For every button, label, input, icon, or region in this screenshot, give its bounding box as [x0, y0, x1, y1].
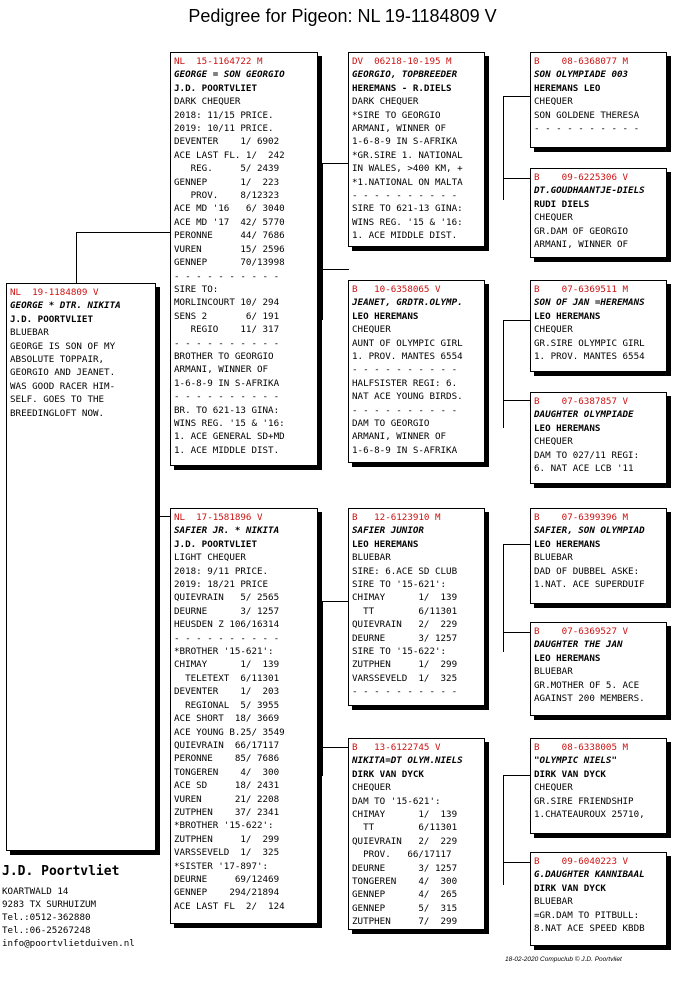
- ggp-card-2[interactable]: [530, 168, 667, 258]
- connector-line: [503, 632, 530, 633]
- info-line: QUIEVRAIN 66/17117: [174, 739, 280, 751]
- info-line: CHEQUER: [534, 96, 573, 108]
- owner-name: J.D. POORTVLIET: [174, 82, 257, 94]
- ggp-card-8[interactable]: [530, 852, 667, 946]
- info-line: 2018: 9/11 PRICE.: [174, 565, 269, 577]
- dam-card[interactable]: [170, 508, 318, 924]
- pigeon-name: DAUGHTER THE JAN: [534, 639, 623, 651]
- info-line: SIRE TO:: [174, 283, 219, 295]
- info-line: BROTHER TO GEORGIO: [174, 350, 274, 362]
- info-line: CHEQUER: [352, 324, 391, 336]
- pigeon-name: DT.GOUDHAANTJE-DIELS: [534, 185, 645, 197]
- connector-line: [322, 269, 349, 270]
- info-line: DARK CHEQUER: [352, 96, 419, 108]
- info-line: SIRE TO 621-13 GINA:: [352, 203, 463, 215]
- info-line: CHEQUER: [534, 212, 573, 224]
- connector-line: [322, 747, 349, 748]
- footer-credit: 18-02-2020 Compuclub © J.D. Poortvliet: [505, 956, 622, 963]
- info-line: GENNEP 294/21894: [174, 887, 280, 899]
- ring-number: B 07-6399396 M: [534, 512, 629, 523]
- info-line: ACE LAST FL. 1/ 242: [174, 149, 285, 161]
- connector-line: [503, 400, 530, 401]
- info-line: DARK CHEQUER: [174, 96, 241, 108]
- info-line: NAT ACE YOUNG BIRDS.: [352, 391, 463, 403]
- connector-line: [503, 775, 504, 885]
- info-line: TELETEXT 6/11301: [174, 672, 280, 684]
- info-line: QUIEVRAIN 5/ 2565: [174, 592, 280, 604]
- ring-number: B 07-6369511 M: [534, 284, 629, 295]
- info-line: CHIMAY 1/ 139: [352, 592, 458, 604]
- info-line: VUREN 15/ 2596: [174, 243, 285, 255]
- info-line: ACE SD 18/ 2431: [174, 780, 280, 792]
- info-line: 2019: 10/11 PRICE.: [174, 123, 274, 135]
- info-line: GR.SIRE OLYMPIC GIRL: [534, 337, 645, 349]
- info-line: GR.SIRE FRIENDSHIP: [534, 795, 634, 807]
- info-line: - - - - - - - - - -: [352, 686, 458, 698]
- info-line: QUIEVRAIN 2/ 229: [352, 835, 458, 847]
- pigeon-name: SAFIER JUNIOR: [352, 525, 424, 537]
- sire-sire-card[interactable]: [348, 52, 485, 247]
- info-line: VUREN 21/ 2208: [174, 793, 280, 805]
- connector-line: [503, 96, 504, 200]
- info-line: 1-6-8-9 IN S-AFRIKA: [352, 136, 458, 148]
- info-line: ZUTPHEN 7/ 299: [352, 916, 458, 928]
- info-line: CHIMAY 1/ 139: [352, 809, 458, 821]
- owner-name: HEREMANS LEO: [534, 82, 601, 94]
- info-line: GR.DAM OF GEORGIO: [534, 225, 629, 237]
- info-line: WINS REG. '15 & '16:: [174, 417, 285, 429]
- connector-line: [322, 601, 349, 602]
- dam-sire-card[interactable]: [348, 508, 485, 706]
- info-line: TONGEREN 4/ 300: [352, 876, 458, 888]
- ggp-card-7[interactable]: [530, 738, 667, 834]
- info-line: 1.CHATEAUROUX 25710,: [534, 809, 645, 821]
- ggp-card-4[interactable]: [530, 392, 667, 484]
- info-line: BREEDINGLOFT NOW.: [10, 407, 105, 419]
- info-line: CHEQUER: [534, 436, 573, 448]
- ring-number: NL 19-1184809 V: [10, 287, 99, 298]
- info-line: MORLINCOURT 10/ 294: [174, 297, 280, 309]
- ring-number: B 08-6338005 M: [534, 742, 629, 753]
- info-line: HALFSISTER REGI: 6.: [352, 377, 458, 389]
- breeder-email[interactable]: info@poortvlietduiven.nl: [2, 938, 135, 949]
- info-line: DEURNE 3/ 1257: [352, 632, 458, 644]
- info-line: 1. PROV. MANTES 6554: [534, 351, 645, 363]
- sire-dam-card[interactable]: [348, 280, 485, 470]
- info-line: HEUSDEN Z 106/16314: [174, 619, 280, 631]
- info-line: DAD OF DUBBEL ASKE:: [534, 565, 640, 577]
- connector-line: [503, 862, 530, 863]
- info-line: - - - - - - - - - -: [352, 404, 458, 416]
- info-line: DAM TO GEORGIO: [352, 418, 430, 430]
- ring-number: B 09-6225306 V: [534, 172, 629, 183]
- ring-number: NL 17-1581896 V: [174, 512, 263, 523]
- pigeon-name: NIKITA=DT OLYM.NIELS: [352, 755, 463, 767]
- info-line: TONGEREN 4/ 300: [174, 766, 280, 778]
- ring-number: B 13-6122745 V: [352, 742, 441, 753]
- info-line: DEVENTER 1/ 6902: [174, 136, 280, 148]
- info-line: 2018: 11/15 PRICE.: [174, 109, 274, 121]
- owner-name: LEO HEREMANS: [534, 310, 601, 322]
- info-line: CHEQUER: [534, 324, 573, 336]
- info-line: 2019: 18/21 PRICE: [174, 579, 269, 591]
- info-line: BLUEBAR: [534, 666, 573, 678]
- info-line: *1.NATIONAL ON MALTA: [352, 176, 463, 188]
- info-line: DAM TO '15-621':: [352, 795, 441, 807]
- info-line: *SISTER '17-897':: [174, 860, 269, 872]
- info-line: ACE MD '16 6/ 3040: [174, 203, 285, 215]
- breeder-mobile: Tel.:06-25267248: [2, 925, 91, 936]
- info-line: - - - - - - - - - -: [174, 270, 280, 282]
- info-line: REGIO 11/ 317: [174, 324, 280, 336]
- info-line: REG. 5/ 2439: [174, 163, 280, 175]
- info-line: 1.NAT. ACE SUPERDUIF: [534, 579, 645, 591]
- info-line: ACE LAST FL 2/ 124: [174, 900, 285, 912]
- breeder-phone: Tel.:0512-362880: [2, 912, 91, 923]
- ring-number: B 07-6387857 V: [534, 396, 629, 407]
- info-line: - - - - - - - - - -: [534, 123, 640, 135]
- ggp-card-3[interactable]: [530, 280, 667, 372]
- info-line: ARMANI, WINNER OF: [352, 431, 447, 443]
- pigeon-name: SAFIER JR. * NIKITA: [174, 525, 280, 537]
- info-line: ARMANI, WINNER OF: [352, 123, 447, 135]
- info-line: ACE MD '17 42/ 5770: [174, 216, 285, 228]
- page-title: Pedigree for Pigeon: NL 19-1184809 V: [188, 6, 497, 26]
- owner-name: DIRK VAN DYCK: [534, 882, 606, 894]
- info-line: ZUTPHEN 1/ 299: [352, 659, 458, 671]
- info-line: PROV. 8/12323: [174, 190, 280, 202]
- info-line: 1. ACE MIDDLE DIST.: [352, 230, 458, 242]
- info-line: 8.NAT ACE SPEED KBDB: [534, 923, 645, 935]
- info-line: DEURNE 69/12469: [174, 873, 280, 885]
- ring-number: B 10-6358065 V: [352, 284, 441, 295]
- info-line: *GR.SIRE 1. NATIONAL: [352, 149, 463, 161]
- info-line: BLUEBAR: [10, 327, 49, 339]
- info-line: CHEQUER: [534, 782, 573, 794]
- ggp-card-1[interactable]: [530, 52, 667, 148]
- info-line: 1. ACE GENERAL SD+MD: [174, 431, 285, 443]
- pigeon-name: SON OLYMPIADE 003: [534, 69, 629, 81]
- info-line: GENNEP 1/ 223: [174, 176, 280, 188]
- info-line: GEORGIO AND JEANET.: [10, 367, 116, 379]
- owner-name: J.D. POORTVLIET: [10, 313, 93, 325]
- info-line: CHIMAY 1/ 139: [174, 659, 280, 671]
- info-line: GENNEP 5/ 315: [352, 902, 458, 914]
- dam-dam-card[interactable]: [348, 738, 485, 930]
- owner-name: LEO HEREMANS: [534, 422, 601, 434]
- info-line: CHEQUER: [352, 782, 391, 794]
- info-line: REGIONAL 5/ 3955: [174, 699, 280, 711]
- info-line: ACE YOUNG B.25/ 3549: [174, 726, 285, 738]
- info-line: AUNT OF OLYMPIC GIRL: [352, 337, 463, 349]
- connector-line: [503, 320, 504, 428]
- connector-line: [76, 232, 77, 288]
- ring-number: DV 06218-10-195 M: [352, 56, 452, 67]
- connector-line: [322, 163, 323, 320]
- pigeon-name: GEORGE * DTR. NIKITA: [10, 300, 121, 312]
- ring-number: NL 15-1164722 M: [174, 56, 263, 67]
- info-line: ZUTPHEN 1/ 299: [174, 833, 280, 845]
- info-line: GEORGE IS SON OF MY: [10, 340, 116, 352]
- info-line: 1. ACE MIDDLE DIST.: [174, 444, 280, 456]
- pigeon-name: GEORGE = SON GEORGIO: [174, 69, 285, 81]
- info-line: AGAINST 200 MEMBERS.: [534, 693, 645, 705]
- pigeon-name: "OLYMPIC NIELS": [534, 755, 617, 767]
- connector-line: [322, 601, 323, 776]
- info-line: PERONNE 44/ 7686: [174, 230, 285, 242]
- info-line: SENS 2 6/ 191: [174, 310, 280, 322]
- info-line: TT 6/11301: [352, 605, 458, 617]
- ggp-card-6[interactable]: [530, 622, 667, 716]
- ggp-card-5[interactable]: [530, 508, 667, 604]
- info-line: QUIEVRAIN 2/ 229: [352, 619, 458, 631]
- info-line: - - - - - - - - - -: [174, 391, 280, 403]
- info-line: ZUTPHEN 37/ 2341: [174, 806, 280, 818]
- info-line: BLUEBAR: [534, 552, 573, 564]
- owner-name: LEO HEREMANS: [352, 538, 419, 550]
- pigeon-name: GEORGIO, TOPBREEDER: [352, 69, 458, 81]
- info-line: SIRE: 6.ACE SD CLUB: [352, 565, 458, 577]
- info-line: DEURNE 3/ 1257: [352, 862, 458, 874]
- owner-name: LEO HEREMANS: [534, 652, 601, 664]
- info-line: ACE SHORT 18/ 3669: [174, 713, 280, 725]
- pigeon-name: DAUGHTER OLYMPIADE: [534, 409, 634, 421]
- info-line: 1-6-8-9 IN S-AFRIKA: [352, 444, 458, 456]
- info-line: *SIRE TO GEORGIO: [352, 109, 441, 121]
- breeder-address: KOARTWALD 14: [2, 886, 69, 897]
- breeder-info: [2, 864, 135, 950]
- info-line: PROV. 66/17117: [352, 849, 452, 861]
- sire-card[interactable]: [170, 52, 318, 466]
- info-line: DEVENTER 1/ 203: [174, 686, 280, 698]
- pigeon-name: JEANET, GRDTR.OLYMP.: [352, 297, 463, 309]
- info-line: BLUEBAR: [352, 552, 391, 564]
- info-line: VARSSEVELD 1/ 325: [174, 847, 280, 859]
- info-line: 1-6-8-9 IN S-AFRIKA: [174, 377, 280, 389]
- info-line: GR.MOTHER OF 5. ACE: [534, 679, 640, 691]
- info-line: - - - - - - - - - -: [352, 190, 458, 202]
- info-line: SELF. GOES TO THE: [10, 394, 105, 406]
- info-line: - - - - - - - - - -: [352, 364, 458, 376]
- pigeon-name: SON OF JAN =HEREMANS: [534, 297, 645, 309]
- info-line: 6. NAT ACE LCB '11: [534, 463, 634, 475]
- connector-line: [503, 178, 530, 179]
- owner-name: LEO HEREMANS: [352, 310, 419, 322]
- info-line: WINS REG. '15 & '16:: [352, 216, 463, 228]
- connector-line: [503, 775, 530, 776]
- owner-name: LEO HEREMANS: [534, 538, 601, 550]
- info-line: BR. TO 621-13 GINA:: [174, 404, 280, 416]
- info-line: VARSSEVELD 1/ 325: [352, 672, 458, 684]
- info-line: GENNEP 4/ 265: [352, 889, 458, 901]
- ring-number: B 08-6368077 M: [534, 56, 629, 67]
- ring-number: B 12-6123910 M: [352, 512, 441, 523]
- info-line: ABSOLUTE TOPPAIR,: [10, 354, 105, 366]
- owner-name: DIRK VAN DYCK: [352, 768, 424, 780]
- info-line: - - - - - - - - - -: [174, 337, 280, 349]
- breeder-postcode: 9283 TX SURHUIZUM: [2, 899, 97, 910]
- pigeon-name: G.DAUGHTER KANNIBAAL: [534, 869, 645, 881]
- info-line: =GR.DAM TO PITBULL:: [534, 909, 640, 921]
- info-line: DAM TO 027/11 REGI:: [534, 449, 640, 461]
- info-line: WAS GOOD RACER HIM-: [10, 380, 116, 392]
- info-line: DEURNE 3/ 1257: [174, 605, 280, 617]
- owner-name: DIRK VAN DYCK: [534, 768, 606, 780]
- connector-line: [503, 96, 530, 97]
- subject-pigeon-card[interactable]: [6, 283, 156, 851]
- info-line: TT 6/11301: [352, 822, 458, 834]
- owner-name: J.D. POORTVLIET: [174, 538, 257, 550]
- info-line: SON GOLDENE THERESA: [534, 109, 640, 121]
- connector-line: [322, 163, 349, 164]
- info-line: PERONNE 85/ 7686: [174, 753, 280, 765]
- connector-line: [503, 544, 504, 652]
- info-line: *BROTHER '15-622':: [174, 820, 274, 832]
- info-line: *BROTHER '15-621':: [174, 646, 274, 658]
- info-line: BLUEBAR: [534, 896, 573, 908]
- connector-line: [503, 544, 530, 545]
- info-line: ARMANI, WINNER OF: [174, 364, 269, 376]
- info-line: IN WALES, >400 KM, +: [352, 163, 463, 175]
- ring-number: B 07-6369527 V: [534, 626, 629, 637]
- info-line: ARMANI, WINNER OF: [534, 239, 629, 251]
- info-line: - - - - - - - - - -: [174, 632, 280, 644]
- owner-name: HEREMANS - R.DIELS: [352, 82, 452, 94]
- info-line: GENNEP 70/13998: [174, 257, 285, 269]
- info-line: - - - - - - - - - -: [352, 458, 458, 470]
- connector-line: [76, 232, 171, 233]
- breeder-name: J.D. Poortvliet: [2, 864, 120, 879]
- info-line: SIRE TO '15-621':: [352, 579, 447, 591]
- owner-name: RUDI DIELS: [534, 198, 590, 210]
- pigeon-name: SAFIER, SON OLYMPIAD: [534, 525, 645, 537]
- info-line: 1. PROV. MANTES 6554: [352, 351, 463, 363]
- info-line: SIRE TO '15-622':: [352, 646, 447, 658]
- connector-line: [503, 320, 530, 321]
- info-line: LIGHT CHEQUER: [174, 552, 246, 564]
- ring-number: B 09-6040223 V: [534, 856, 629, 867]
